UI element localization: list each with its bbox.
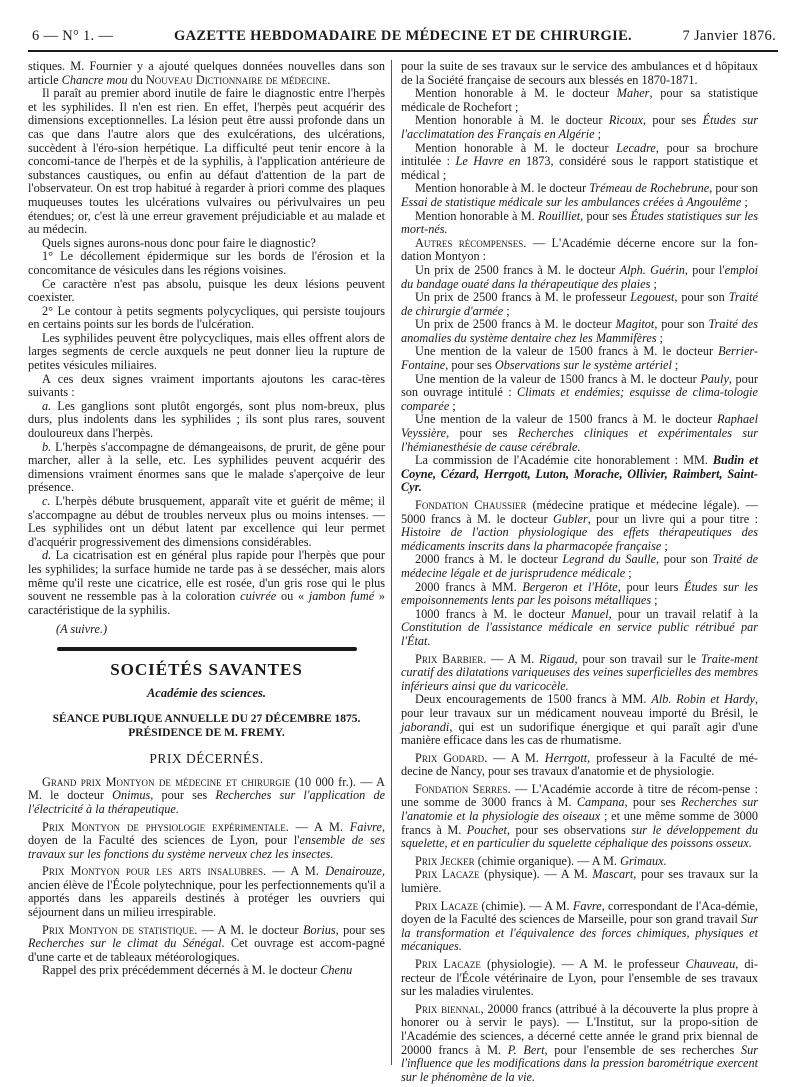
paragraph: 2° Le contour à petits segments polycycliques, qui persiste toujours en certains points sur les bords de l'ulcération. [28,303,385,332]
prize-entry: Rappel des prix précédemment décernés à M. le docteur Chenu [42,963,353,978]
prize-entry: Prix Lacaze (physique). — A M. Mascart, pour ses travaux sur la lumière. [401,867,759,896]
prize-entry: Mention honorable à M. le docteur Lecadre, pour sa brochure intitulée : Le Havre en 1873, considéré sous le rapport statistique et médical ; [401,140,759,182]
section-title: SOCIÉTÉS SAVANTES [110,659,303,679]
paragraph: Quels signes aurons-nous donc pour faire le diagnostic? [42,235,316,250]
prize-entry: Prix Godard. — A M. Herrgott, professeur à la Faculté de mé-decine de Nancy, pour ses travaux d'anatomie et de physiologie. [401,750,758,779]
prize-entry: Prix Montyon pour les arts insalubres. — A M. Denairouze, ancien élève de l'École polytechnique, pour les perfectionnements qu'il a apportés dans les appareils destinés à protéger les ouvriers qui séjournent dans un milieu irrespirable. [28,864,385,920]
prize-entry: Prix Jecker (chimie organique). — A M. Grimaux. [415,853,667,868]
prize-entry: 2000 francs à MM. Bergeron et l'Hôte, pour leurs Études sur les empoisonnements lents par les poisons métalliques ; [401,579,758,608]
prize-entry: Une mention de la valeur de 1500 francs à M. le docteur Pauly, pour son ouvrage intitulé : Climats et endémies; esquisse de clima-tologie comparée ; [401,371,758,413]
paragraph: Les syphilides peuvent être polycycliques, mais elles offrent alors de larges segments de cercle auxquels ne peut donner lieu la rupture de petites vésicules miliaires. [28,330,385,373]
prize-entry: Deux encouragements de 1500 francs à MM. Alb. Robin et Hardy, pour leur travaux sur un médicament nouveau importé du Brésil, le jaborandi, qui est un sudorifique énergique et qui paraît agir d'une manière efficace dans les cas de rhumatisme. [401,692,758,748]
paragraph: a. Les ganglions sont plutôt engorgés, sont plus nom-breux, plus durs, plus indolents dans les syphilides ; ils sont plus rares, souvent douloureux dans l'herpès. [28,398,385,441]
prize-entry: Prix Lacaze (chimie). — A M. Favre, correspondant de l'Aca-démie, doyen de la Faculté des sciences de Marseille, pour son grand travail Sur la transformation et l'équivalence des forces chimiques, physiques et mécaniques. [401,898,759,954]
paragraph: pour la suite de ses travaux sur le service des ambulances et d hôpitaux de la Société française de secours aux blessés en 1870-1871. [401,59,758,87]
prize-entry: Un prix de 2500 francs à M. le professeur Legouest, pour son Traité de chirurgie d'armée ; [401,290,758,318]
presidency-heading: PRÉSIDENCE DE M. FREMY. [128,727,285,740]
publication-title: GAZETTE HEBDOMADAIRE DE MÉDECINE ET DE CHIRURGIE. [174,28,632,44]
right-column [401,59,759,1084]
prize-entry: Prix Barbier. — A M. Rigaud, pour son travail sur le Traite-ment curatif des dilatations variqueuses des veines superficielles des membres inférieurs ainsi que du varicocèle. [401,651,758,693]
prize-entry: Mention honorable à M. le docteur Maher, pour sa statistique médicale de Rochefort ; [401,86,758,114]
prize-entry: Prix Lacaze (physiologie). — A M. le professeur Chauveau, di-recteur de l'École vétérinaire de Lyon, pour l'ensemble de ses travaux sur les maladies virulentes. [401,957,759,999]
prize-entry: 2000 francs à M. le docteur Legrand du Saulle, pour son Traité de médecine légale et de jurisprudence médicale ; [401,552,759,580]
paragraph: Ce caractère n'est pas absolu, puisque les deux lésions peuvent coexister. [28,276,385,305]
prize-entry: Mention honorable à M. le docteur Ricoux, pour ses Études sur l'acclimatation des Français en Algérie ; [401,113,758,141]
paragraph: d. La cicatrisation est en général plus rapide pour l'herpès que pour les syphilides; la surface humide ne tarde pas à se dessécher, mais alors même qu'il reste une cicatrice, elle est rosée, d'un gris rose qui le plus souvent ne ressemble pas à la coloration cuivrée ou « jambon fumé » caractéristique de la syphilis. [28,548,386,617]
section-rule [57,647,357,651]
paragraph: A ces deux signes vraiment importants ajoutons les carac-tères suivants : [28,371,385,400]
paragraph: b. L'herpès s'accompagne de démangeaisons, de prurit, de gêne pour marcher, aller à la selle, etc. Les syphilides peuvent acquérir des dimensions vraiment énormes sans que le malade s'aperçoive de leur présence. [28,439,385,495]
prize-entry: Une mention de la valeur de 1500 francs à M. le docteur Berrier-Fontaine, pour ses Observations sur le système artériel ; [401,344,758,373]
left-column [28,60,385,1065]
prize-entry: Prix Montyon de physiologie expérimentale. — A M. Faivre, doyen de la Faculté des sciences de Lyon, pour l'ensemble de ses travaux sur les fonctions du système nerveux chez les insectes. [28,819,385,861]
prize-entry: Prix biennal, 20000 francs (attribué à la découverte la plus propre à honorer ou à servir le pays). — L'Institut, sur la propo-sition de l'Académie des sciences, a décerné cette année le grand prix biennal de 20000 francs à M. P. Bert, pour l'ensemble de ses recherches Sur l'influence que les modifications dans la pression barométrique exercent sur le phénomène de la vie. [401,1001,758,1084]
prize-entry: La commission de l'Académie cite honorablement : MM. Budin et Coyne, Cézard, Herrgott, Luton, Morache, Ollivier, Raimbert, Saint-Cyr. [401,453,758,495]
session-heading: SÉANCE PUBLIQUE ANNUELLE DU 27 DÉCEMBRE 1875. [52,713,361,726]
prize-entry: Autres récompenses. — L'Académie décerne encore sur la fon-dation Montyon : [401,235,758,264]
paragraph: Il paraît au premier abord inutile de faire le diagnostic entre l'herpès et les syphilides. Il n'en est rien. En effet, l'herpès peut acquérir des dimensions exceptionnelles. La lésion peut être aussi profonde dans un cas que dans l'autre alors que des exulcérations, des ulcérations, succèdent à l'éro-sion herpétique. La difficulté peut tenir encore à la concomi-tance de l'herpès et de la syphilis, à l'application antérieure de substances caustiques, ou enfin au défaut d'attention de la part de l'observateur. On est trop habitué à regarder à priori comme des plaques muqueuses toutes les ulcérations vulvaires ou périvulvaires un peu étendues; or, c'est là une erreur gravement préjudiciable et au malade et au médecin. [28,86,385,237]
prizes-heading: PRIX DÉCERNÉS. [149,751,264,767]
prize-entry: Fondation Serres. — L'Académie accorde à titre de récom-pense : une somme de 3000 francs à M. Campana, pour ses Recherches sur l'anatomie et la physiologie des oiseaux ; et une même somme de 3000 francs à M. Pouchet, pour ses observations sur le développement du squelette, et en particulier du squelette céphalique des poissons osseux. [401,781,758,851]
prize-entry: Un prix de 2500 francs à M. le docteur Magitot, pour son Traité des anomalies du système dentaire chez les Mammifères ; [401,317,758,345]
page-header [28,28,778,52]
column-divider [391,60,392,1065]
prize-entry: Mention honorable à M. Rouilliet, pour ses Études statistiques sur les mort-nés. [401,208,758,237]
prize-entry: Grand prix Montyon de médecine et chirurgie (10 000 fr.). — A M. le docteur Onimus, pour ses Recherches sur l'application de l'électricité à la thérapeutique. [28,774,386,816]
prize-entry: Une mention de la valeur de 1500 francs à M. le docteur Raphael Veyssière, pour ses Recherches cliniques et expérimentales sur l'hémianesthésie de cause cérébrale. [401,412,758,454]
prize-entry: Mention honorable à M. le docteur Trémeau de Rochebrune, pour son Essai de statistique médicale sur les ambulances créées à Angoulême ; [401,181,758,209]
issue-date: 7 Janvier 1876. [682,28,776,44]
paragraph: c. L'herpès débute brusquement, apparaît vite et guérit de même; il s'accompagne au début de troubles nerveux plus ou moins intenses. — Les syphilides ont un début latent par excellence qui leur permet d'acquérir progressivement des dimensions considérables. [28,494,385,549]
prize-entry: Prix Montyon de statistique. — A M. le docteur Borius, pour ses Recherches sur le climat du Sénégal. Cet ouvrage est accom-pagné d'une carte et de tableaux météorologiques. [28,922,385,964]
prize-entry: Un prix de 2500 francs à M. le docteur Alph. Guérin, pour l'emploi du bandage ouaté dans la thérapeutique des plaies ; [401,262,758,291]
section-subtitle: Académie des sciences. [146,685,267,700]
prize-entry: Fondation Chaussier (médecine pratique et médecine légale). — 5000 francs à M. le docteur Gubler, pour un livre qui a pour titre : Histoire de l'action physiologique des effets thérapeutiques des médicaments inscrits dans la pharmacopée française ; [401,498,759,553]
prize-entry: 1000 francs à M. le docteur Manuel, pour un travail relatif à la Constitution de l'assistance médicale en service public rétribué par l'État. [401,606,759,648]
paragraph: stiques. M. Fournier y a ajouté quelques données nouvelles dans son article Chancre mou du Nouveau Dictionnaire de médecine. [28,59,385,87]
to-be-continued: (A suivre.) [56,622,108,637]
paragraph: 1° Le décollement épidermique sur les bords de l'érosion et la concomitance de vésicules dans les régions voisines. [28,249,385,277]
page-number: 6 — N° 1. — [32,28,114,44]
